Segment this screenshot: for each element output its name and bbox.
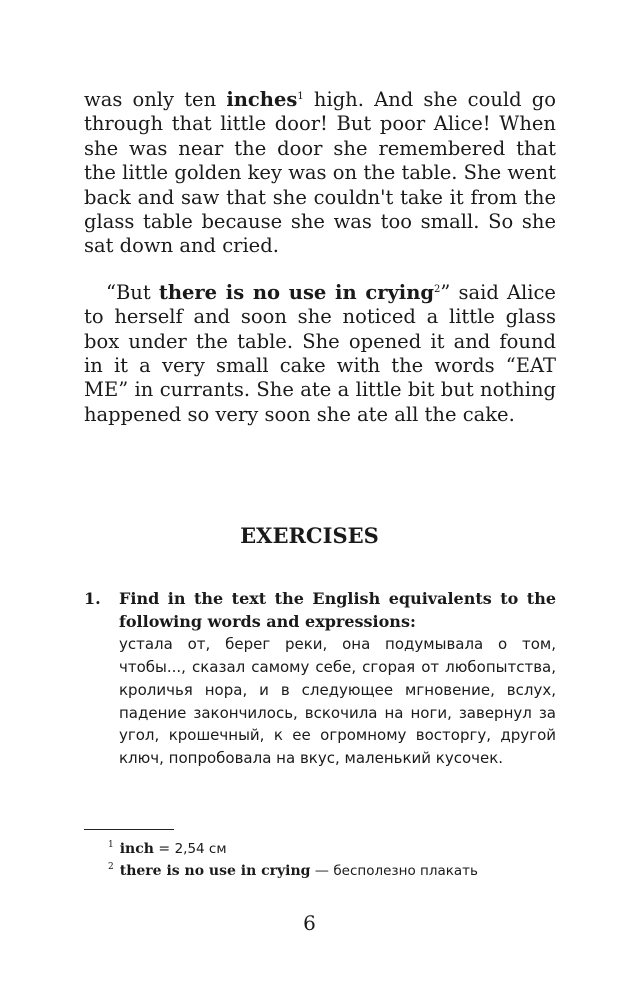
footnote-number: 2 — [108, 862, 114, 872]
footnote-meaning: 2,54 см — [174, 841, 227, 857]
glossary-term: there is no use in crying — [158, 280, 435, 304]
footnote-mark[interactable]: 2 — [434, 283, 441, 295]
footnote-mark[interactable]: 1 — [297, 91, 304, 102]
footnote-meaning: бесполезно плакать — [333, 863, 478, 879]
glossary-term: inches — [226, 88, 298, 111]
text-run: was only ten — [84, 88, 227, 111]
exercise-title: Find in the text the English equivalents to the following words and expressions: — [119, 589, 556, 631]
text-run: high. And she could go through that little door! But poor Alice! When she was near the door she remembered that the little golden key was on the table. She went back and saw that she couldn't take it from the glass table because she was too small. So she sat down and cried. — [84, 88, 557, 258]
exercise-text: устала от, берег реки, она подумывала о том, чтобы..., сказал самому себе, сгорая от любопытства, кроличья нора, и в следующее мгновение, вслух, падение закончилось, вскочила на ноги, завернул за угол, крошечный, к ее огромному восторгу, другой ключ, попробовала на вкус, маленький кусочек. — [119, 635, 556, 767]
footnotes — [84, 838, 556, 882]
footnote-term: there is no use in crying — [119, 863, 311, 879]
story-text — [84, 88, 556, 427]
page-number: 6 — [303, 911, 316, 935]
exercise-number: 1. — [84, 589, 101, 608]
footnote-term: inch — [119, 841, 154, 857]
exercises-heading: EXERCISES — [240, 523, 379, 548]
exercise-item — [84, 588, 556, 770]
paragraph-1 — [84, 88, 556, 259]
footnote-2 — [84, 860, 556, 882]
footnote-separator: = — [153, 841, 175, 857]
paragraph-2 — [84, 281, 556, 427]
footnote-number: 1 — [108, 840, 114, 850]
text-run: “But — [106, 280, 159, 304]
text-run: ” said Alice to herself and soon she noticed a little glass box under the table. She opened it and found in it a very small cake with the words “EAT ME” in currants. She ate a little bit but nothing happened so very soon she ate all the cake. — [84, 280, 556, 426]
footnote-1 — [84, 838, 556, 860]
footnote-separator: — — [310, 863, 334, 879]
footnote-divider — [84, 829, 174, 830]
